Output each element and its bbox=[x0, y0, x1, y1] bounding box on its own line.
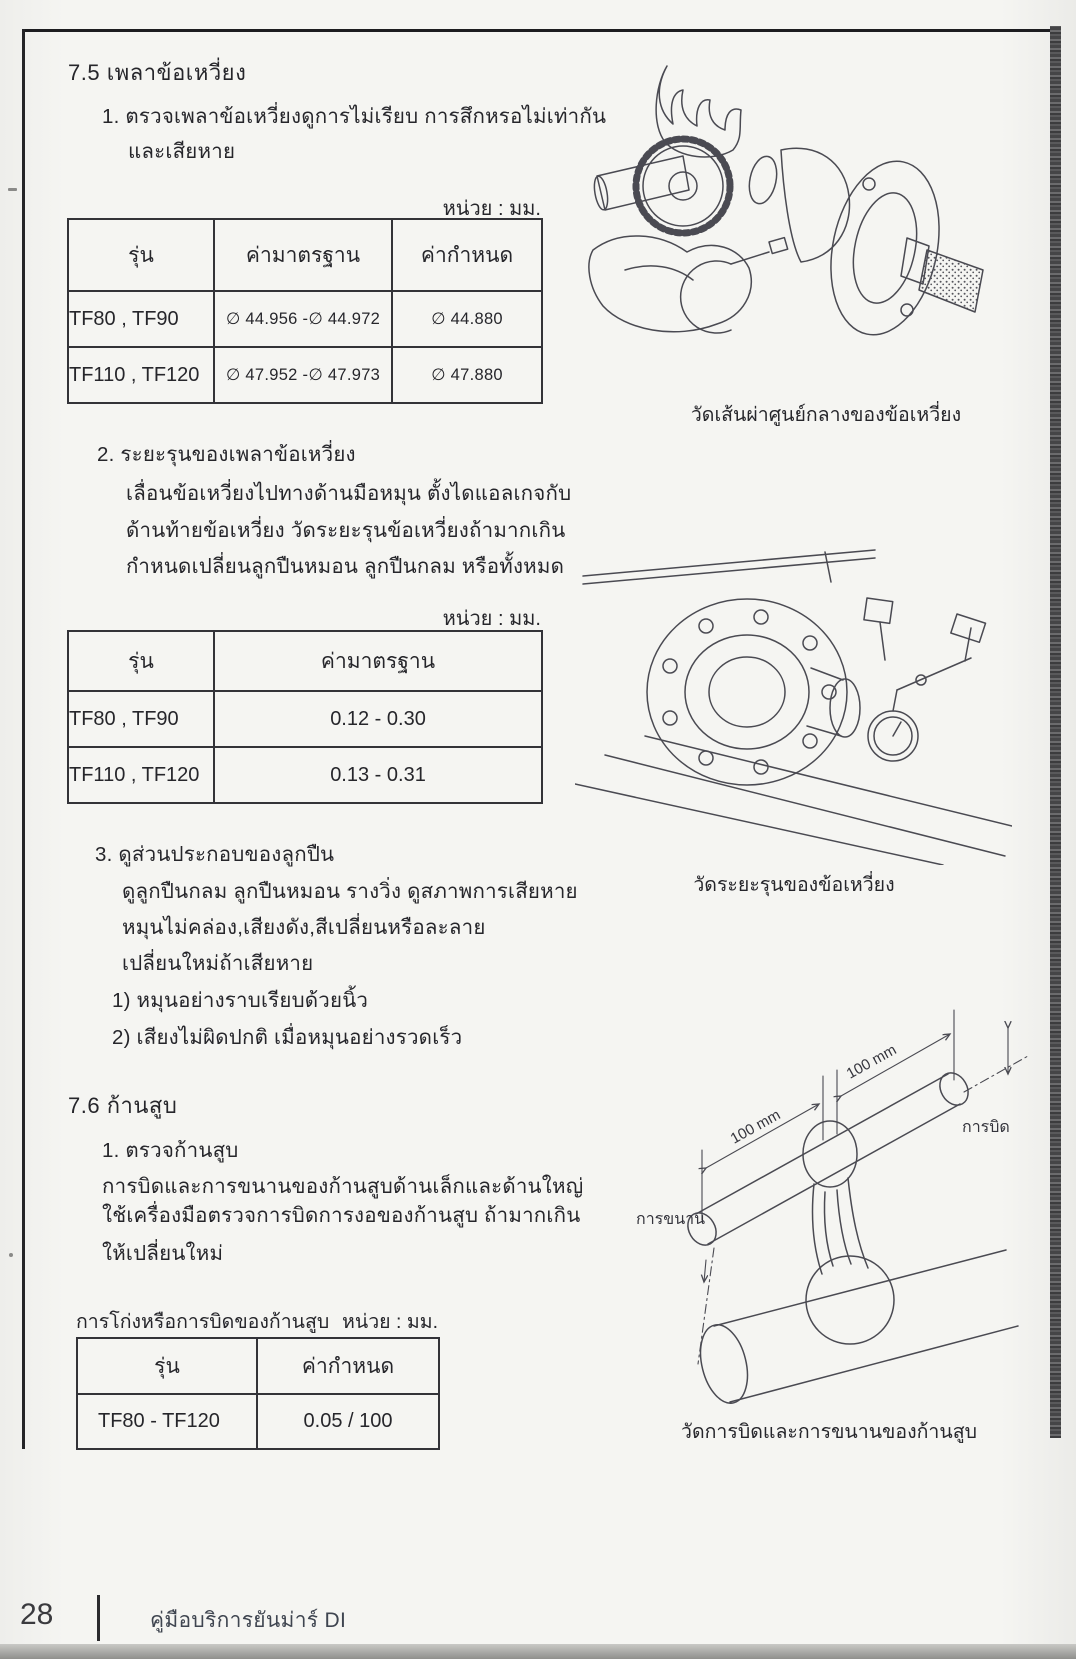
rod-bend-table-title bbox=[76, 1306, 438, 1337]
twist-label: การบิด bbox=[962, 1119, 1010, 1136]
page-number: 28 bbox=[20, 1598, 54, 1631]
footer-divider bbox=[97, 1595, 100, 1641]
text-line: 1. ตรวจก้านสูบ bbox=[102, 1139, 239, 1162]
scan-bottom-band bbox=[0, 1644, 1076, 1659]
crankshaft-diameter-figure bbox=[555, 58, 1010, 388]
page-frame-left bbox=[22, 29, 25, 1449]
text-line: 2) เสียงไม่ผิดปกติ เมื่อหมุนอย่างรวดเร็ว bbox=[112, 1026, 463, 1049]
section-7-6-heading: 7.6 ก้านสูบ bbox=[68, 1093, 178, 1118]
scan-speck bbox=[8, 188, 17, 191]
section-7-5-heading: 7.5 เพลาข้อเหวี่ยง bbox=[68, 60, 247, 85]
page-frame-top bbox=[22, 29, 1055, 32]
table-cell: ∅ 44.880 bbox=[392, 291, 542, 347]
text-line: 3. ดูส่วนประกอบของลูกปืน bbox=[95, 843, 335, 866]
connecting-rod-figure bbox=[618, 982, 1040, 1410]
table-header-cell: รุ่น bbox=[68, 631, 214, 691]
table-header-cell: ค่ากำหนด bbox=[257, 1338, 439, 1394]
text-line: และเสียหาย bbox=[128, 140, 236, 163]
table-row bbox=[68, 691, 542, 747]
parallel-label: การขนาน bbox=[636, 1211, 706, 1228]
dimension-label: 100 mm bbox=[843, 1041, 900, 1083]
table-row bbox=[68, 291, 542, 347]
text-line: ด้านท้ายข้อเหวี่ยง วัดระยะรุนข้อเหวี่ยงถ้ามากเกิน bbox=[126, 519, 566, 542]
table-cell: TF80 , TF90 bbox=[68, 291, 214, 347]
table-header-cell: รุ่น bbox=[68, 219, 214, 291]
text-line: เปลี่ยนใหม่ถ้าเสียหาย bbox=[122, 952, 314, 975]
crank-endplay-table bbox=[67, 630, 543, 804]
figure-caption: วัดการบิดและการขนานของก้านสูบ bbox=[681, 1421, 977, 1443]
text-line: 1. ตรวจเพลาข้อเหวี่ยงดูการไม่เรียบ การสึกหรอไม่เท่ากัน bbox=[102, 105, 607, 128]
table-cell: TF80 , TF90 bbox=[68, 691, 214, 747]
table-cell: TF80 - TF120 bbox=[77, 1394, 257, 1449]
unit-label: หน่วย : มม. bbox=[442, 608, 541, 630]
text-line: ใช้เครื่องมือตรวจการบิดการงอของก้านสูบ ถ้ามากเกิน bbox=[102, 1204, 581, 1227]
table-header-cell: ค่ามาตรฐาน bbox=[214, 631, 542, 691]
table-cell: ∅ 44.956 -∅ 44.972 bbox=[214, 291, 392, 347]
table-row bbox=[68, 347, 542, 403]
text-line: 2. ระยะรุนของเพลาข้อเหวี่ยง bbox=[97, 443, 356, 466]
rod-bend-table bbox=[76, 1337, 440, 1450]
table-header-cell: รุ่น bbox=[77, 1338, 257, 1394]
table-row bbox=[68, 747, 542, 803]
text-line: กำหนดเปลี่ยนลูกปืนหมอน ลูกปืนกลม หรือทั้งหมด bbox=[126, 555, 565, 578]
unit-label: หน่วย : มม. bbox=[442, 198, 541, 220]
figure-caption: วัดระยะรุนของข้อเหวี่ยง bbox=[693, 874, 895, 896]
scan-artifact-bar bbox=[1050, 26, 1061, 1438]
text-line: 1) หมุนอย่างราบเรียบด้วยนิ้ว bbox=[112, 989, 369, 1012]
manual-title: คู่มือบริการยันม่าร์ DI bbox=[150, 1609, 347, 1632]
table-cell: TF110 , TF120 bbox=[68, 347, 214, 403]
text-line: ดูลูกปืนกลม ลูกปืนหมอน รางวิ่ง ดูสภาพการเสียหาย bbox=[122, 880, 578, 903]
text-line: เลื่อนข้อเหวี่ยงไปทางด้านมือหมุน ตั้งไดแอลเกจกับ bbox=[126, 482, 572, 505]
scan-speck bbox=[9, 1253, 13, 1257]
table-cell: ∅ 47.880 bbox=[392, 347, 542, 403]
crankshaft-endplay-figure bbox=[575, 540, 1012, 865]
dimension-label: 100 mm bbox=[727, 1106, 784, 1148]
table-cell: 0.05 / 100 bbox=[257, 1394, 439, 1449]
table-cell: 0.12 - 0.30 bbox=[214, 691, 542, 747]
table-row bbox=[77, 1394, 439, 1449]
table-cell: TF110 , TF120 bbox=[68, 747, 214, 803]
text-line: ให้เปลี่ยนใหม่ bbox=[102, 1242, 224, 1265]
table-title-text: การโก่งหรือการบิดของก้านสูบ bbox=[76, 1311, 330, 1333]
table-cell: ∅ 47.952 -∅ 47.973 bbox=[214, 347, 392, 403]
table-cell: 0.13 - 0.31 bbox=[214, 747, 542, 803]
table-header-cell: ค่ามาตรฐาน bbox=[214, 219, 392, 291]
unit-label: หน่วย : มม. bbox=[342, 1311, 438, 1333]
crank-diameter-table bbox=[67, 218, 543, 404]
table-header-cell: ค่ากำหนด bbox=[392, 219, 542, 291]
text-line: การบิดและการขนานของก้านสูบด้านเล็กและด้านใหญ่ bbox=[102, 1175, 584, 1198]
text-line: หมุนไม่คล่อง,เสียงดัง,สีเปลี่ยนหรือละลาย bbox=[122, 916, 486, 939]
figure-caption: วัดเส้นผ่าศูนย์กลางของข้อเหวี่ยง bbox=[690, 404, 962, 426]
